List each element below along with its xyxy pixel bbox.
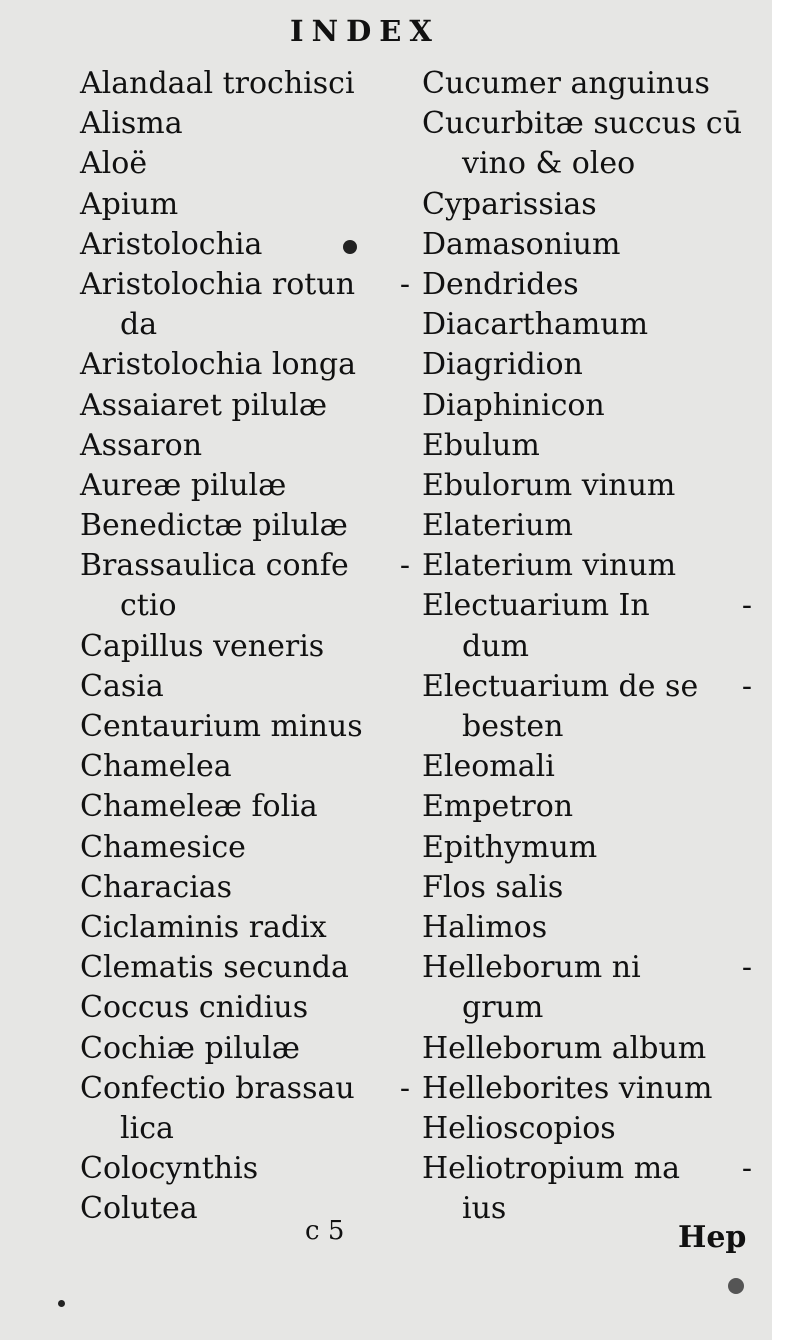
index-entry-text: vino & oleo <box>462 146 636 182</box>
index-entry-text: Clematis secunda <box>80 950 349 986</box>
index-entry-text: Benedictæ pilulæ <box>80 508 348 544</box>
index-entry <box>422 908 752 948</box>
index-entry-text: ius <box>462 1191 507 1227</box>
index-entry-text: grum <box>462 990 544 1026</box>
index-entry <box>422 104 752 144</box>
index-entry-text: Helleborum ni <box>422 950 641 986</box>
index-entry <box>422 506 752 546</box>
index-entry-text: Empetron <box>422 789 574 825</box>
index-entry-text: Aristolochia longa <box>80 347 356 383</box>
index-entry <box>422 1029 752 1069</box>
index-entry-text: Aristolochia rotun <box>80 266 356 302</box>
index-column-right <box>422 64 752 1229</box>
index-entry <box>80 305 410 345</box>
index-entry <box>422 988 752 1028</box>
index-entry <box>80 908 410 948</box>
index-entry-text: Casia <box>80 668 164 704</box>
index-entry-text: Cucurbitæ succus cū <box>422 106 743 142</box>
index-entry <box>80 1149 410 1189</box>
index-entry <box>422 386 752 426</box>
index-entry-text: Cyparissias <box>422 186 597 222</box>
index-entry <box>422 144 752 184</box>
index-entry <box>80 747 410 787</box>
index-entry-text: da <box>120 307 158 343</box>
index-entry-text: Characias <box>80 869 233 905</box>
index-entry <box>80 948 410 988</box>
index-entry-text: Confectio brassau <box>80 1070 355 1106</box>
index-entry <box>422 667 752 707</box>
index-column-left <box>80 64 410 1229</box>
index-entry <box>80 506 410 546</box>
index-entry <box>80 466 410 506</box>
index-entry-text: Alisma <box>80 106 183 142</box>
index-entry-text: Helleborites vinum <box>422 1070 713 1106</box>
index-entry <box>422 627 752 667</box>
index-entry-text: Apium <box>80 186 179 222</box>
index-entry-text: Damasonium <box>422 226 621 262</box>
index-entry <box>80 1189 410 1229</box>
index-entry <box>80 667 410 707</box>
index-entry <box>80 345 410 385</box>
index-entry <box>422 265 752 305</box>
index-entry <box>80 185 410 225</box>
index-entry-text: Diaphinicon <box>422 387 605 423</box>
index-entry <box>422 426 752 466</box>
hyphen-mark: - <box>399 266 410 302</box>
ink-spot <box>343 240 357 254</box>
index-entry <box>422 586 752 626</box>
index-entry-text: Aureæ pilulæ <box>80 467 287 503</box>
index-entry-text: Dendrides <box>422 266 579 302</box>
index-entry-text: Colutea <box>80 1191 198 1227</box>
index-entry-text: Aristolochia <box>80 226 263 262</box>
index-entry-text: Ebulum <box>422 427 540 463</box>
index-entry <box>80 586 410 626</box>
index-entry <box>422 64 752 104</box>
index-entry-text: Chameleæ folia <box>80 789 318 825</box>
index-entry <box>422 747 752 787</box>
index-entry <box>80 386 410 426</box>
hyphen-mark: - <box>741 950 752 986</box>
index-entry-text: Brassaulica confe <box>80 548 349 584</box>
index-entry-text: Ebulorum vinum <box>422 467 676 503</box>
index-entry <box>80 627 410 667</box>
index-entry <box>80 225 410 265</box>
catchword: Hep <box>678 1220 747 1255</box>
index-entry <box>422 828 752 868</box>
index-entry-text: besten <box>462 709 564 744</box>
index-entry <box>422 225 752 265</box>
index-entry <box>80 64 410 104</box>
index-entry <box>80 426 410 466</box>
index-entry <box>422 185 752 225</box>
index-entry-text: ctio <box>120 588 177 624</box>
index-entry <box>422 948 752 988</box>
ink-spot <box>58 1300 65 1307</box>
index-entry <box>80 1029 410 1069</box>
index-entry-text: Coccus cnidius <box>80 990 309 1026</box>
page-edge <box>772 0 800 1340</box>
index-entry-text: Halimos <box>422 909 548 945</box>
index-entry <box>80 265 410 305</box>
index-entry-text: Electuarium de se <box>422 668 699 704</box>
signature-mark: c 5 <box>305 1216 345 1246</box>
index-entry-text: Elaterium vinum <box>422 548 677 584</box>
ink-spot <box>728 1278 744 1294</box>
index-entry-text: Eleomali <box>422 749 555 785</box>
hyphen-mark: - <box>399 1070 410 1106</box>
index-entry <box>80 144 410 184</box>
index-entry-text: Capillus veneris <box>80 628 325 664</box>
index-entry-text: Helleborum album <box>422 1030 707 1066</box>
index-entry-text: Helioscopios <box>422 1110 616 1146</box>
index-entry <box>422 345 752 385</box>
index-entry-text: Alandaal trochisci <box>80 66 355 101</box>
index-entry-text: Assaiaret pilulæ <box>80 387 328 423</box>
index-entry-text: Chamesice <box>80 829 246 865</box>
index-entry-text: Chamelea <box>80 749 232 785</box>
index-entry <box>80 1109 410 1149</box>
index-entry <box>80 546 410 586</box>
index-entry-text: Aloë <box>80 146 148 182</box>
index-entry <box>80 988 410 1028</box>
index-entry <box>422 305 752 345</box>
index-entry <box>422 1069 752 1109</box>
index-entry <box>422 787 752 827</box>
index-entry-text: Elaterium <box>422 508 573 544</box>
hyphen-mark: - <box>741 1151 752 1187</box>
index-entry-text: Epithymum <box>422 829 598 865</box>
index-entry <box>422 707 752 747</box>
index-entry-text: lica <box>120 1110 174 1146</box>
index-entry <box>80 707 410 747</box>
index-entry-text: Heliotropium ma <box>422 1151 681 1187</box>
index-entry-text: Flos salis <box>422 869 564 905</box>
index-entry-text: Electuarium In <box>422 588 650 624</box>
hyphen-mark: - <box>741 588 752 624</box>
index-entry <box>422 1149 752 1189</box>
index-entry-text: Assaron <box>80 427 203 463</box>
index-entry-text: Diacarthamum <box>422 307 649 343</box>
index-entry <box>422 868 752 908</box>
index-entry <box>422 466 752 506</box>
index-entry <box>80 104 410 144</box>
index-entry-text: dum <box>462 628 529 664</box>
index-entry-text: Cucumer anguinus <box>422 66 710 101</box>
index-entry <box>422 1109 752 1149</box>
index-entry-text: Diagridion <box>422 347 583 383</box>
index-entry <box>80 1069 410 1109</box>
index-entry <box>422 546 752 586</box>
index-entry-text: Colocynthis <box>80 1151 259 1187</box>
page-header: INDEX <box>290 14 440 48</box>
index-entry-text: Ciclaminis radix <box>80 909 327 945</box>
index-entry <box>80 828 410 868</box>
index-entry-text: Centaurium minus <box>80 709 363 744</box>
index-entry <box>80 787 410 827</box>
hyphen-mark: - <box>741 668 752 704</box>
index-entry <box>80 868 410 908</box>
hyphen-mark: - <box>399 548 410 584</box>
index-entry-text: Cochiæ pilulæ <box>80 1030 300 1066</box>
